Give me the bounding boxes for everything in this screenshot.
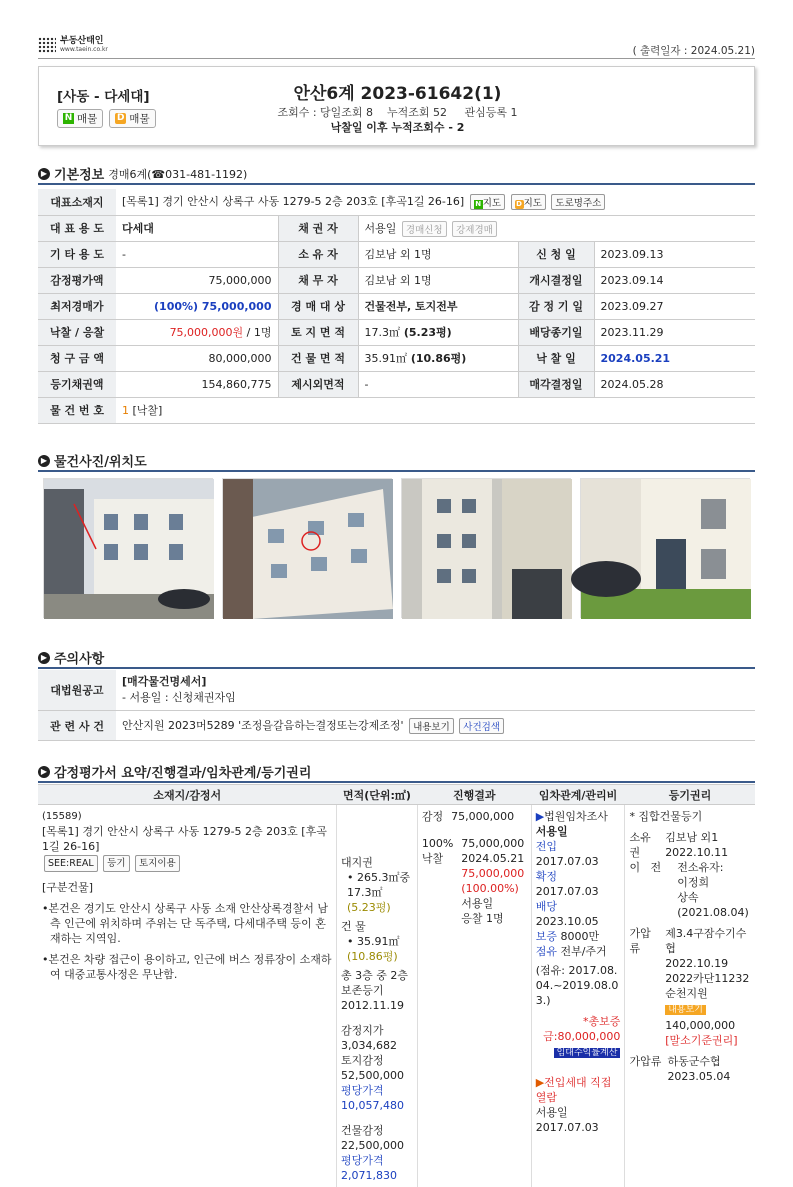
site-logo[interactable]: [38, 36, 108, 53]
property-photo-1[interactable]: [43, 478, 213, 618]
tenant-cell: [531, 805, 625, 1187]
appraisal-amount: 75,000,000: [451, 809, 514, 824]
occupancy-period: (점유: 2017.08.04.~2019.08.03.): [536, 963, 621, 1008]
address-cell: [116, 189, 755, 215]
resident-name: 서용일: [536, 1105, 621, 1120]
arrow-icon: ▶: [38, 168, 50, 180]
basic-info-table: [38, 189, 755, 424]
occupancy-row: 점유 전부/주거: [536, 944, 621, 959]
logo-grid-icon: [38, 37, 56, 53]
property-photo-3[interactable]: [401, 478, 571, 618]
dividend-row: 배당 2023.10.05: [536, 899, 621, 929]
land-unit-price: 평당가격 10,057,480: [341, 1083, 413, 1113]
bidder-count: / 1명: [243, 326, 271, 339]
min-price-value: (100%) 75,000,000: [116, 293, 278, 319]
title-box: [38, 66, 755, 146]
auction-target-label: 경 매 대 상: [278, 293, 358, 319]
arrow-icon: ▶: [38, 652, 50, 664]
item-no-status: [낙찰]: [129, 404, 162, 417]
seizure-label-1: 가압류: [629, 926, 661, 1048]
section-divider: [38, 183, 755, 185]
section-divider: [38, 781, 755, 783]
fixed-date-row: 확정 2017.07.03: [536, 869, 621, 899]
description-1: •본건은 경기도 안산시 상록구 사동 소재 안산상록경찰서 남측 인근에 위치하며 주위는 단 독주택, 다세대주택 등이 혼재하는 지역임.: [42, 901, 332, 946]
min-price-label: 최저경매가: [38, 293, 116, 319]
use-value: 다세대: [116, 215, 278, 241]
section-divider: [38, 470, 755, 472]
land-area-cell: [358, 319, 518, 345]
start-date-value: 2023.09.14: [594, 267, 755, 293]
naver-map-button[interactable]: N 지도: [470, 194, 505, 210]
registered-claim-label: 등기채권액: [38, 371, 116, 397]
zip-code: (15589): [42, 809, 332, 824]
notice-line-2: - 서용일 : 신청채권자임: [122, 690, 749, 706]
building-title: 건 물: [341, 919, 413, 934]
case-search-button[interactable]: 사건검색: [459, 718, 504, 734]
col-progress: 진행결과: [417, 785, 531, 805]
previous-owner-label: 전소유자:: [665, 860, 751, 875]
bidder-total: 응찰 1명: [461, 911, 524, 926]
logo-text: 부동산태인: [60, 36, 108, 46]
dividend-date-label: 배당종기일: [518, 319, 594, 345]
address-text: [목록1] 경기 안산시 상록구 사동 1279-5 2층 203호 [후곡1길 26-16]: [122, 195, 464, 208]
summary-heading: ▶ 감정평가서 요약/진행결과/임차관계/등기권리: [38, 762, 311, 781]
naver-icon: N: [474, 200, 483, 209]
resident-inspect[interactable]: ▶전입세대 직접열람: [536, 1075, 621, 1105]
col-tenant: 임차관계/관리비: [531, 785, 625, 805]
notice-line-1: [매각물건명세서]: [122, 674, 749, 690]
extinction-base-flag: [말소기준권리]: [665, 1033, 751, 1048]
building-appraisal: 건물감정 22,500,000: [341, 1123, 413, 1153]
land-price: 감정지가 3,034,682: [341, 1023, 413, 1053]
address-label: 대표소재지: [38, 189, 116, 215]
building-photo-icon: [223, 479, 393, 619]
post-sale-views: 낙찰일 이후 누적조회수 - 2: [39, 119, 756, 135]
logo-url: www.taein.co.kr: [60, 46, 108, 53]
building-area: • 35.91㎡ (10.86평): [341, 934, 413, 964]
seizure-creditor-2: 하동군수협: [667, 1054, 730, 1069]
daum-map-button[interactable]: D 지도: [511, 194, 546, 210]
progress-cell: [417, 805, 531, 1187]
dividend-date-value: 2023.11.29: [594, 319, 755, 345]
debtor-value: 김보남 외 1명: [358, 267, 518, 293]
building-area-value: 35.91㎡: [365, 352, 408, 365]
apply-date-value: 2023.09.13: [594, 241, 755, 267]
extra-area-label: 제시외면적: [278, 371, 358, 397]
land-area-label: 토 지 면 적: [278, 319, 358, 345]
sold-tag: 낙찰: [422, 851, 453, 866]
building-type: [구분건물]: [42, 880, 332, 895]
appraisal-tag: 감정: [422, 809, 443, 824]
collective-building-title: * 집합건물등기: [629, 809, 751, 824]
arrow-icon: ▶: [38, 455, 50, 467]
building-area-cell: [358, 345, 518, 371]
land-appraisal: 토지감정 52,500,000: [341, 1053, 413, 1083]
creditor-value: 서용일: [365, 222, 397, 235]
view-content-button[interactable]: 내용보기: [409, 718, 454, 734]
appraisal-date-label: 감 정 기 일: [518, 293, 594, 319]
rights-cell: [625, 805, 755, 1187]
round-price: 75,000,000: [461, 836, 524, 851]
claim-label: 청 구 금 액: [38, 345, 116, 371]
seizure-creditor-1: 제3.4구잠수기수협: [665, 926, 751, 956]
owner-label: 소 유 자: [278, 241, 358, 267]
triangle-icon: ▶: [536, 810, 544, 823]
daum-listing-button[interactable]: D 매물: [109, 109, 155, 128]
rent-yield-button[interactable]: 임대수익률계산: [554, 1048, 621, 1058]
notice-table: [38, 670, 755, 741]
header-divider: [38, 58, 755, 59]
sold-ratio: (100.00%): [461, 881, 524, 896]
daum-icon: D: [115, 113, 126, 124]
use-label: 대 표 용 도: [38, 215, 116, 241]
appraisal-value: 75,000,000: [116, 267, 278, 293]
property-photo-2[interactable]: [222, 478, 392, 618]
sale-decision-value: 2024.05.28: [594, 371, 755, 397]
related-case-text: 안산지원 2023머5289 '조정을갈음하는결정또는강제조정': [122, 719, 404, 732]
location-cell: [38, 805, 337, 1187]
court-notice-cell: [116, 670, 755, 711]
debtor-label: 채 무 자: [278, 267, 358, 293]
court-notice-label: 대법원공고: [38, 670, 116, 711]
land-area-pyeong: (5.23평): [400, 326, 452, 339]
sold-price: 75,000,000: [461, 866, 524, 881]
notice-heading: ▶ 주의사항: [38, 648, 104, 667]
seizure-date-2: 2023.05.04: [667, 1069, 730, 1084]
previous-owner: 이정희: [665, 875, 751, 890]
ownership-label: 소유권: [629, 830, 661, 860]
buyer-name: 서용일: [461, 896, 524, 911]
creditor-label: 채 권 자: [278, 215, 358, 241]
land-use-button[interactable]: 토지이용: [135, 855, 180, 872]
col-rights: 등기권리: [625, 785, 755, 805]
seizure-case-1: 2022카단11232: [665, 971, 751, 986]
col-location: 소재지/감정서: [38, 785, 337, 805]
related-case-cell: [116, 711, 755, 741]
photos-heading: ▶ 물건사진/위치도: [38, 451, 147, 470]
inheritance: 상속(2021.08.04): [665, 890, 751, 920]
related-case-label: 관 련 사 건: [38, 711, 116, 741]
start-date-label: 개시결정일: [518, 267, 594, 293]
view-counts: 조회수 : 당일조회 8 누적조회 52 관심등록 1: [39, 104, 756, 120]
naver-listing-button[interactable]: N 매물: [57, 109, 103, 128]
building-area-pyeong: (10.86평): [407, 352, 466, 365]
building-unit-price: 평당가격 2,071,830: [341, 1153, 413, 1183]
section-divider: [38, 667, 755, 669]
summary-table: [38, 784, 755, 1187]
property-photo-4[interactable]: [580, 478, 750, 618]
building-photo-icon: [581, 479, 751, 619]
registry-button[interactable]: 등기: [103, 855, 129, 872]
print-date: ( 출력일자 : 2024.05.21): [633, 43, 755, 58]
sold-date: 2024.05.21: [461, 851, 524, 866]
sale-bid-label: 낙찰 / 응찰: [38, 319, 116, 345]
apply-date-label: 신 청 일: [518, 241, 594, 267]
other-use-value: -: [116, 241, 278, 267]
naver-icon: N: [63, 113, 74, 124]
land-area-value: 17.3㎡: [365, 326, 401, 339]
sale-date-value: 2024.05.21: [594, 345, 755, 371]
sale-decision-label: 매각결정일: [518, 371, 594, 397]
preservation-reg: 보존등기 2012.11.19: [341, 983, 413, 1013]
col-area: 면적(단위:㎡): [337, 785, 418, 805]
property-category: [사동 - 다세대]: [57, 85, 150, 105]
round-percent: 100%: [422, 836, 453, 851]
total-deposit: *총보증금:80,000,000: [536, 1014, 621, 1044]
appraisal-date-value: 2023.09.27: [594, 293, 755, 319]
land-right-area: • 265.3㎡중 17.3㎡ (5.23평): [341, 870, 413, 915]
extra-area-value: -: [358, 371, 518, 397]
forced-auction-tag: 강제경매: [452, 221, 497, 237]
auction-request-tag: 경매신청: [402, 221, 447, 237]
owner-value: 김보남 외 1명: [358, 241, 518, 267]
description-2: •본건은 차량 접근이 용이하고, 인근에 버스 정류장이 소재하여 대중교통사정은 무난함.: [42, 952, 332, 982]
road-address-button[interactable]: 도로명주소: [551, 194, 605, 210]
owner-name: 김보남 외1: [665, 830, 751, 845]
building-area-label: 건 물 면 적: [278, 345, 358, 371]
arrow-icon: ▶: [38, 766, 50, 778]
other-use-label: 기 타 용 도: [38, 241, 116, 267]
seereal-button[interactable]: SEE:REAL: [44, 855, 98, 872]
tenant-name: 서용일: [536, 824, 621, 839]
daum-icon: D: [515, 200, 524, 209]
building-photo-icon: [44, 479, 214, 619]
item-no-value: 1: [122, 404, 129, 417]
registered-claim-value: 154,860,775: [116, 371, 278, 397]
seizure-view-button[interactable]: 내용보기: [665, 1005, 706, 1015]
deposit-row: 보증 8000만: [536, 929, 621, 944]
appraisal-label: 감정평가액: [38, 267, 116, 293]
item-no-label: 물 건 번 호: [38, 397, 116, 423]
creditor-cell: [358, 215, 755, 241]
seizure-court-1: 순천지원: [665, 986, 751, 1001]
floor-info: 총 3층 중 2층: [341, 968, 413, 983]
triangle-icon: ▶: [536, 1076, 544, 1089]
item-no-cell: [116, 397, 755, 423]
move-in-row: 전입 2017.07.03: [536, 839, 621, 869]
seizure-date-1: 2022.10.19: [665, 956, 751, 971]
case-number: 안산6계 2023-61642(1): [39, 79, 756, 104]
sale-date-label: 낙 찰 일: [518, 345, 594, 371]
seizure-amount-1: 140,000,000: [665, 1018, 751, 1033]
photo-gallery: [43, 478, 750, 618]
area-cell: [337, 805, 418, 1187]
claim-value: 80,000,000: [116, 345, 278, 371]
summary-address: [목록1] 경기 안산시 상록구 사동 1279-5 2층 203호 [후곡1길 26-16]: [42, 824, 332, 854]
ownership-date: 2022.10.11: [665, 845, 751, 860]
basic-info-heading: ▶ 기본정보 경매6계(☎031-481-1192): [38, 164, 247, 183]
resident-date: 2017.07.03: [536, 1120, 621, 1135]
building-photo-icon: [402, 479, 572, 619]
transfer-label: 이 전: [629, 860, 661, 875]
seizure-label-2: 가압류: [629, 1054, 663, 1084]
land-right-title: 대지권: [341, 855, 413, 870]
court-info: 경매6계(☎031-481-1192): [108, 166, 247, 182]
auction-target-value: 건물전부, 토지전부: [358, 293, 518, 319]
sale-bid-cell: [116, 319, 278, 345]
court-survey: ▶법원임차조사: [536, 809, 621, 824]
sale-price: 75,000,000원: [170, 326, 244, 339]
